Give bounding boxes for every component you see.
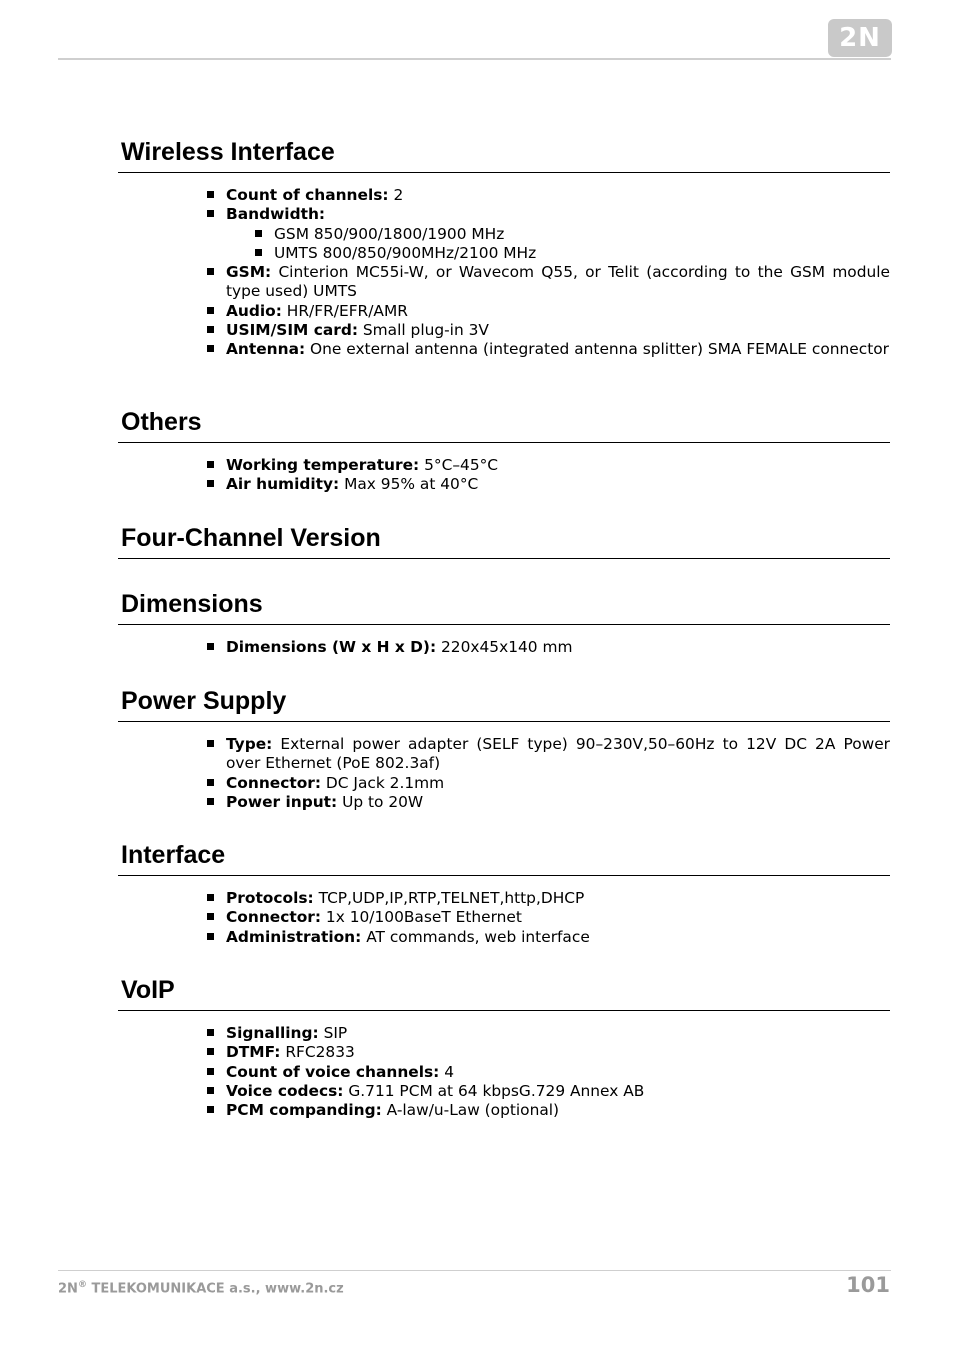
list-item: DTMF: RFC2833 <box>118 1043 890 1062</box>
list-item: Type: External power adapter (SELF type) 90–230V,50–60Hz to 12V DC 2A Power over Ethernet (PoE 802.3af) <box>118 735 890 774</box>
list-item: Count of channels: 2 <box>118 186 890 205</box>
section-interface <box>118 841 890 946</box>
section-power-supply <box>118 687 890 811</box>
section-dimensions <box>118 590 890 656</box>
list-item: Bandwidth: <box>118 205 890 224</box>
list-item: USIM/SIM card: Small plug-in 3V <box>118 321 890 340</box>
footer-company: 2N® TELEKOMUNIKACE a.s., www.2n.cz <box>58 1280 344 1297</box>
section-title: Four-Channel Version <box>118 524 890 559</box>
list-item: Air humidity: Max 95% at 40°C <box>118 475 890 494</box>
section-title: Dimensions <box>118 590 890 625</box>
spec-list <box>118 456 890 495</box>
list-item: GSM: Cinterion MC55i-W, or Wavecom Q55, or Telit (according to the GSM module type used) UMTS <box>118 263 890 302</box>
sub-list-item: GSM 850/900/1800/1900 MHz <box>118 225 890 244</box>
footer-divider <box>58 1270 891 1271</box>
spec-list <box>118 638 890 657</box>
list-item: Administration: AT commands, web interface <box>118 928 890 947</box>
header-divider <box>58 58 891 60</box>
spec-list <box>118 889 890 947</box>
list-item: Count of voice channels: 4 <box>118 1063 890 1082</box>
section-voip <box>118 976 890 1120</box>
list-item: PCM companding: A-law/u-Law (optional) <box>118 1101 890 1120</box>
list-item: Voice codecs: G.711 PCM at 64 kbpsG.729 Annex AB <box>118 1082 890 1101</box>
section-title: Interface <box>118 841 890 876</box>
list-item: Protocols: TCP,UDP,IP,RTP,TELNET,http,DHCP <box>118 889 890 908</box>
list-item: Dimensions (W x H x D): 220x45x140 mm <box>118 638 890 657</box>
list-item: Working temperature: 5°C–45°C <box>118 456 890 475</box>
list-item: Connector: DC Jack 2.1mm <box>118 774 890 793</box>
2n-logo: 2N <box>828 19 892 57</box>
sub-list-item: UMTS 800/850/900MHz/2100 MHz <box>118 244 890 263</box>
page-number: 101 <box>846 1273 890 1297</box>
spec-list <box>118 186 890 360</box>
list-item: Antenna: One external antenna (integrated antenna splitter) SMA FEMALE connector <box>118 340 890 359</box>
section-title: Wireless Interface <box>118 138 890 173</box>
section-wireless-interface <box>118 138 890 359</box>
spec-list <box>118 735 890 812</box>
section-title: VoIP <box>118 976 890 1011</box>
spec-list <box>118 1024 890 1120</box>
section-title: Power Supply <box>118 687 890 722</box>
section-others <box>118 408 890 494</box>
list-item: Power input: Up to 20W <box>118 793 890 812</box>
list-item: Signalling: SIP <box>118 1024 890 1043</box>
list-item: Audio: HR/FR/EFR/AMR <box>118 302 890 321</box>
section-four-channel-version <box>118 524 890 559</box>
list-item: Connector: 1x 10/100BaseT Ethernet <box>118 908 890 927</box>
section-title: Others <box>118 408 890 443</box>
